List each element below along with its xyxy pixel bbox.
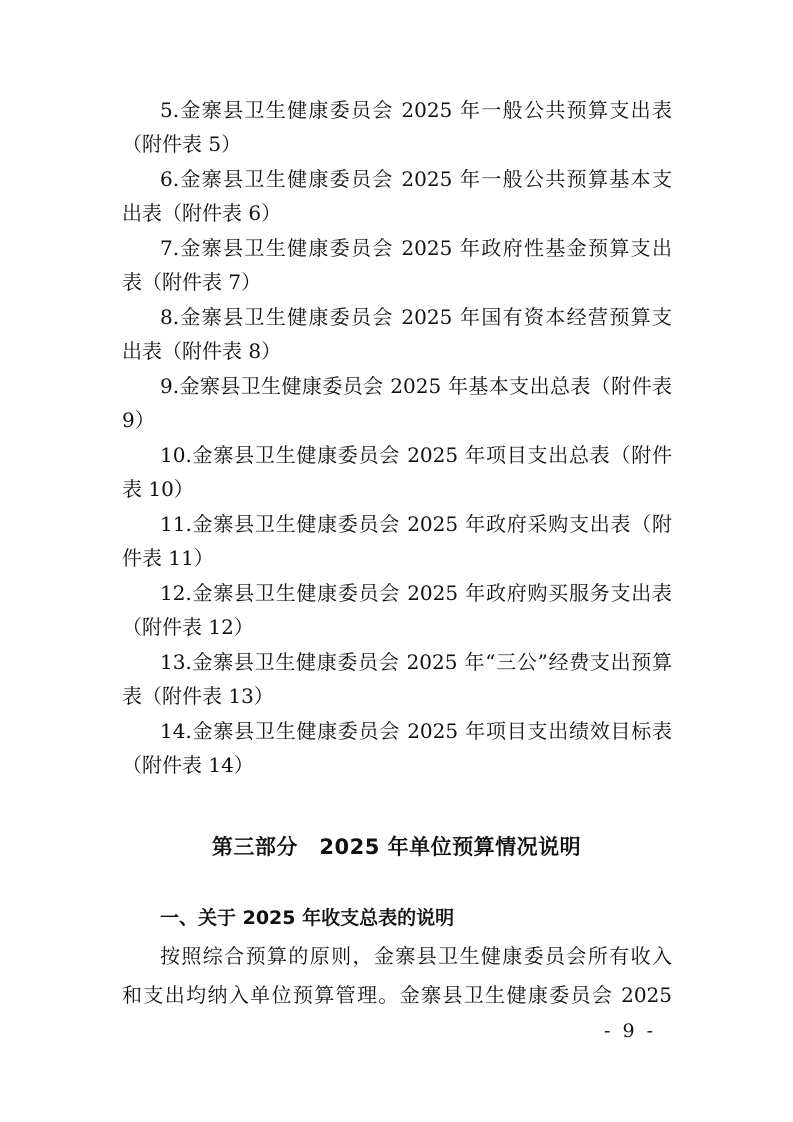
list-item-text: 12.金寨县卫生健康委员会 2025 年政府购买服务支出表	[160, 581, 672, 605]
list-item-continuation: 表 10）	[122, 477, 194, 501]
list-item	[0, 581, 793, 650]
list-item-continuation: 出表（附件表 6）	[122, 201, 282, 225]
list-item-continuation: 出表（附件表 8）	[122, 339, 282, 363]
attachment-list	[0, 98, 793, 788]
list-item-continuation: 表（附件表 13）	[122, 684, 274, 708]
list-item	[0, 98, 793, 167]
list-item-text: 7.金寨县卫生健康委员会 2025 年政府性基金预算支出	[160, 236, 672, 260]
list-item	[0, 719, 793, 788]
list-item-text: 10.金寨县卫生健康委员会 2025 年项目支出总表（附件	[160, 443, 672, 467]
list-item-text: 14.金寨县卫生健康委员会 2025 年项目支出绩效目标表	[160, 719, 672, 743]
list-item	[0, 374, 793, 443]
list-item-continuation: （附件表 14）	[122, 753, 254, 777]
list-item-continuation: 表（附件表 7）	[122, 270, 262, 294]
list-item	[0, 236, 793, 305]
list-item	[0, 650, 793, 719]
list-item-text: 8.金寨县卫生健康委员会 2025 年国有资本经营预算支	[160, 305, 672, 329]
paragraph-line: 按照综合预算的原则，金寨县卫生健康委员会所有收入	[160, 944, 672, 968]
page-number: - 9 -	[604, 1020, 657, 1042]
list-item-text: 9.金寨县卫生健康委员会 2025 年基本支出总表（附件表	[160, 374, 672, 398]
list-item-continuation: （附件表 5）	[122, 132, 242, 156]
subheading: 一、关于 2025 年收支总表的说明	[160, 907, 455, 929]
list-item-text: 13.金寨县卫生健康委员会 2025 年“三公”经费支出预算	[160, 650, 672, 674]
section-title: 第三部分 2025 年单位预算情况说明	[211, 835, 582, 859]
list-item	[0, 305, 793, 374]
list-item	[0, 512, 793, 581]
list-item	[0, 443, 793, 512]
paragraph-line: 和支出均纳入单位预算管理。金寨县卫生健康委员会 2025	[122, 983, 672, 1007]
list-item-text: 6.金寨县卫生健康委员会 2025 年一般公共预算基本支	[160, 167, 672, 191]
list-item	[0, 167, 793, 236]
list-item-continuation: 9）	[122, 408, 155, 432]
list-item-continuation: 件表 11）	[122, 546, 214, 570]
list-item-continuation: （附件表 12）	[122, 615, 254, 639]
list-item-text: 11.金寨县卫生健康委员会 2025 年政府采购支出表（附	[160, 512, 672, 536]
list-item-text: 5.金寨县卫生健康委员会 2025 年一般公共预算支出表	[160, 98, 672, 122]
